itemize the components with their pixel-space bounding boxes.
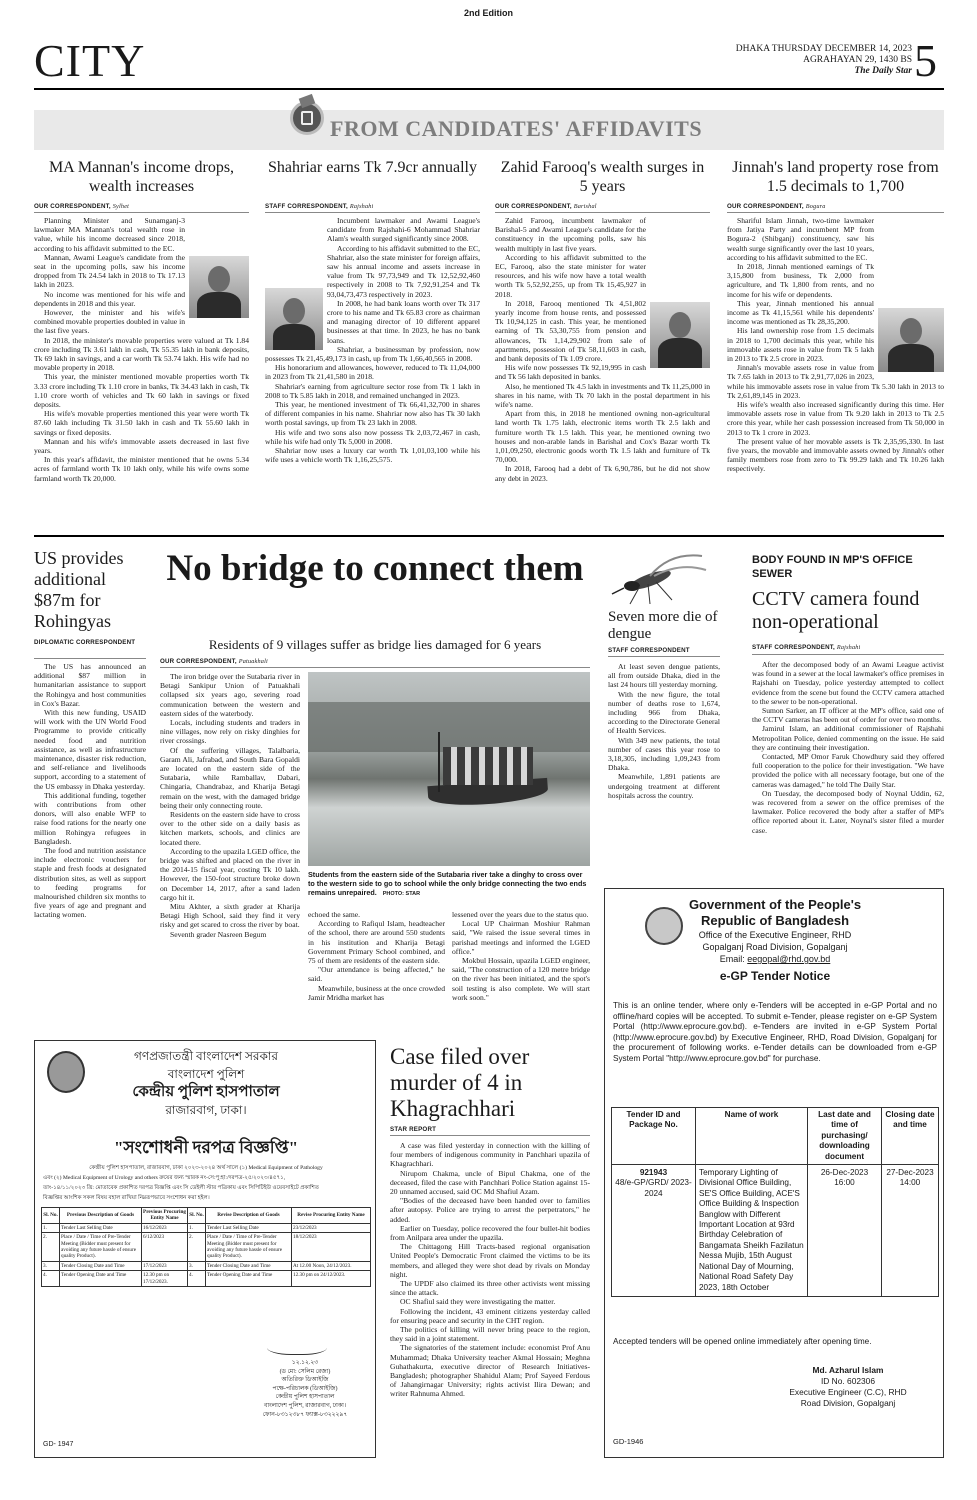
byline-location: Rajshahi (836, 644, 861, 651)
headline: MA Mannan's income drops, wealth increases (48, 159, 235, 195)
office-line: Gopalganj Road Division, Gopalganj (702, 942, 848, 952)
paragraph: echoed the same. (308, 910, 361, 919)
paragraph: This year, Jinnah mentioned his annual income as Tk 41,15,561 while his dependents' income was mentioned as Tk 28,35,200. (727, 298, 874, 327)
rule (752, 654, 944, 655)
paragraph: Local UP Chairman Moshiur Rahman said, "We raised the issue several times in parishad meetings and informed the LGED office." (452, 919, 590, 956)
story-body (752, 660, 944, 888)
story-body (34, 662, 146, 1028)
paragraph: No income was mentioned for his wife and dependents in 2018 and this year. (34, 289, 185, 308)
paragraph: "Bodies of the deceased have been handed over to families after autopsy. Police are trying to arrest the perpetrators," he added. (390, 1196, 590, 1224)
paragraph: Mannan and his wife's immovable assets decreased in last five years. (34, 436, 249, 456)
byline (160, 658, 268, 665)
table-cell: Tender Last Selling Date (206, 1223, 292, 1232)
byline-text: STAFF CORRESPONDENT, (752, 644, 835, 651)
sign-line: (ড মো: সেলিম রেজা) (279, 1368, 331, 1375)
byline (265, 203, 373, 210)
table-header: Last date and time of purchasing/ downloading document (808, 1108, 882, 1165)
byline-location: Rajshahi (349, 203, 374, 210)
paragraph: In this year's affidavit, the minister mentioned that he owns 5.34 acres of farmland worth Tk 10 lakh only, while his wife owns some farmland worth Tk 20,000. (34, 455, 249, 483)
byline-text: OUR CORRESPONDENT, (727, 203, 804, 210)
byline-location: Patuakhali (238, 658, 268, 665)
paragraph: With this new funding, USAID will work with the UN World Food Programme to provide critically needed food and nutrition assistance, as well as infrastructure maintenance, disaster risk reduction, and self-reliance and livelihoods support, according to a statement of the US embassy in Dhaka yesterday. (34, 708, 146, 791)
byline-text: STAFF CORRESPONDENT, (265, 203, 348, 210)
section-title: CITY (34, 35, 146, 86)
paragraph: Nirupom Chakma, uncle of Bipul Chakma, one of the deceased, filed the case with Panchhari Police Station against 15-20 unnamed accused, said OC Md Shafiul Azam. (390, 1168, 590, 1197)
byline: STAFF CORRESPONDENT (608, 647, 690, 654)
egp-tender-ad (604, 888, 944, 1458)
paragraph: In 2018, Farooq mentioned Tk 4,51,802 yearly income from house rents, and possessed Tk 10,94,125 in cash. This year, he mentioned earning of Tk 53,30,755 from pension and allowances, Tk 1,14,29,902 from sale of apartments, possession of Tk 58,11,603 in cash, and bank deposits of Tk 1.09 crore. (495, 298, 646, 364)
story-body (495, 216, 710, 518)
table-header: Sl. No. (42, 1208, 60, 1224)
table-cell: At 12.00 Noon, 24/12/2023. (292, 1261, 371, 1270)
byline-text: OUR CORRESPONDENT, (160, 658, 237, 665)
govt-title: Republic of Bangladesh (700, 913, 850, 928)
table-header: Revise Description of Goods (206, 1208, 292, 1224)
subhead: Residents of 9 villages suffer as bridge lies damaged for 6 years (208, 637, 542, 652)
byline-location: Bogura (805, 203, 826, 210)
paragraph: In 2018, Jinnah mentioned earnings of Tk 3,15,800 from business, Tk 2,000 from agriculture, and Tk 1,800 from rents, and no income for his wife or dependents. (727, 262, 874, 299)
table-header: Tender ID and Package No. (612, 1108, 696, 1165)
sign-line: ফোন-৮৩১২৩৮৭ ফ্যাক্স-৮৩২২২৯৭ (262, 1411, 348, 1418)
rule (495, 212, 710, 213)
office-line: Office of the Executive Engineer, RHD (698, 930, 852, 940)
notice-footer: Accepted tenders will be opened online immediately after opening time. (613, 1337, 872, 1346)
table-cell: 12.30 pm on 17/12/2023. (142, 1271, 188, 1287)
signatory-office: Road Division, Gopalganj (800, 1398, 896, 1408)
paragraph: The UPDF also claimed its three other activists went missing since the attack. (390, 1279, 590, 1298)
paragraph: Mannan, Awami League's candidate from the seat in the upcoming polls, saw his income dropped from Tk 24.54 lakh in 2018 to Tk 17.13 lakh in 2023. (34, 252, 185, 290)
table-header: Sl. No. (188, 1208, 206, 1224)
paragraph: Mitu Akhter, a sixth grader at Kharija Betagi High School, said they find it very risky and get scared to cross the river by boat. (160, 902, 300, 930)
paragraph: Meanwhile, 1,891 patients are undergoing treatment at different hospitals across the country. (608, 772, 720, 800)
caption-text: Students from the eastern side of the Sutabaria river take a dinghy to cross over to the western side to go to school while the only bridge connecting the two ends remains unrepaired. (308, 870, 587, 897)
headline: Zahid Farooq's wealth surges in 5 years (500, 159, 705, 195)
table-cell: 4. (188, 1271, 206, 1287)
sign-line: কেন্দ্রীয় পুলিশ হাসপাতাল (275, 1394, 335, 1401)
hospital-line: কেন্দ্রীয় পুলিশ হাসপাতাল (132, 1084, 280, 1100)
paragraph: However, the minister and his wife's combined movable properties doubled in value in the last five years. (34, 308, 185, 336)
paragraph: In 2018, the minister's movable properties were valued at Tk 1.84 crore including Tk 3.61 lakh in cash, Tk 55.35 lakh in bank deposits, Tk 69 lakh in savings, and a car worth Tk 53.74 lakh. His wife had no movable property in 2018. (34, 335, 249, 373)
paragraph: The present value of her movable assets is Tk 2,35,95,330. In last five years, the movable and immovable assets owned by Jinnah's other family members rose from zero to Tk 99.29 lakh and Tk 10.26 lakh respectively. (727, 436, 944, 474)
paragraph: lessened over the years due to the status quo. (452, 910, 589, 919)
table-row (42, 1261, 371, 1270)
signatory-title: Executive Engineer (C.C), RHD (789, 1387, 907, 1397)
paper-name: The Daily Star (854, 66, 912, 76)
table-cell: 18/12/2023 (292, 1233, 371, 1262)
ad-code: GD- 1947 (43, 1441, 74, 1448)
paragraph: After the decomposed body of an Awami League activist was found in a sewer at the local lawmaker's office premises in Rajshahi on Tuesday, police yesterday attempted to collect evidence from the scene but found the CCTV camera attached to the sewer to be non-operational. (752, 660, 944, 706)
story-body-col2 (308, 910, 445, 1030)
table-cell: 3. (42, 1261, 60, 1270)
paragraph: The Chittagong Hill Tracts-based regional organisation United People's Democratic Front claimed the victims to be its members, and alleged they were shot dead by rivals on Monday night. (390, 1242, 590, 1279)
paragraph: According to his affidavit submitted to the EC, Shahriar, also the state minister for foreign affairs, saw his annual income and assets increase in value from Tk 97,73,949 and Tk 12,52,92,460 respectively in 2008 to Tk 7,92,91,254 and Tk 93,04,73,473 respectively in 2023. (327, 243, 480, 299)
rule (34, 658, 146, 659)
rule (390, 1135, 590, 1136)
ref-line: বিজ্ঞপ্তির আংশিক সকল বিষয় বহাল রাখিয়া নিম্নরূপভাবে সংশোধন করা হইল। (43, 1195, 210, 1201)
story-body (34, 216, 249, 518)
byline (752, 644, 860, 651)
police-line: বাংলাদেশ পুলিশ (167, 1067, 245, 1081)
headline: Shahriar earns Tk 7.9cr annually (268, 159, 477, 176)
table-cell: Place / Date / Time of Pre-Tender Meeting (Bidder must present for avoiding any future hassle of ensure quality Product). (60, 1233, 142, 1262)
paragraph: This additional funding, together with contributions from other donors, will also enable WFP to raise food rations for the nearly one million Rohingya refugees in Bangladesh. (34, 790, 146, 846)
photo-credit: PHOTO: STAR (382, 891, 421, 897)
table-cell: Place / Date / Time of Pre-Tender Meeting (Bidder must present for avoiding any future hassle of ensure quality Product). (206, 1233, 292, 1262)
kicker: BODY FOUND IN MP'S OFFICE SEWER (752, 554, 913, 580)
table-header: Revise Procuring Entity Name (292, 1208, 371, 1224)
paragraph: Locals, including students and traders in nine villages, now rely on risky dinghies for river crossings. (160, 718, 300, 746)
photo-caption (308, 870, 590, 899)
table-cell: 16/12/2023 (142, 1223, 188, 1232)
jinnah-photo (878, 308, 944, 372)
rule (34, 212, 249, 213)
byline: STAR REPORT (390, 1126, 437, 1133)
paragraph: Shariful Islam Jinnah, two-time lawmaker from Jatiya Party and incumbent MP from Bogura-2 (Shibganj) constituency, saw his wealth surge significantly over the last 10 years, according to his affidavit submitted to the EC. (727, 216, 874, 262)
masthead-rule (34, 88, 944, 90)
sign-date: ১২.১২.২৩ (291, 1360, 319, 1366)
paragraph: A case was filed yesterday in connection with the killing of four members of indigenous community in Panchhari upazila of Khagrachhari. (390, 1141, 590, 1169)
paragraph: Apart from this, in 2018 he mentioned owning non-agricultural land worth Tk 1.75 lakh, electronic items worth Tk 2.5 lakh and furniture worth Tk 1.5 lakh. This year, he mentioned owning two houses and non-arable lands in Barishal and Cox's Bazar worth Tk 1,01,09,250, electronic goods worth Tk 1.5 lakh and furniture of Tk 70,000. (495, 409, 710, 465)
table-cell: 17/12/2023 (142, 1261, 188, 1270)
shahriar-photo (265, 288, 323, 350)
table-cell: Tender Opening Date and Time (206, 1271, 292, 1287)
paragraph: His wife and two sons also now possess Tk 2,03,72,467 in cash, while his wife had only Tk 5,000 in 2008. (265, 427, 480, 446)
paragraph: Mokbul Hossain, upazila LGED engineer, said, "The construction of a 120 metre bridge on the river has been initiated, and the spot's soil testing is also complete. We will start work soon." (452, 956, 590, 1002)
paragraph: OC Shafiul said they were investigating the matter. (400, 1297, 556, 1307)
paragraph: Meanwhile, business at the once crowded Jamir Mridha market has (308, 983, 445, 1002)
section-divider (34, 535, 944, 537)
sign-line: অতিরিক্ত ডিআইজি (281, 1377, 329, 1384)
paragraph: According to his affidavit submitted to the EC, Farooq, also the state minister for water resources, and his wife now have a total wealth worth Tk 5,52,92,255, up from Tk 15,45,927 in 2018. (495, 252, 646, 299)
paragraph: Jinnah's movable assets rose in value from Tk 7.65 lakh in 2013 to Tk 2,91,77,026 in 2023, while his immovable assets rose in value from Tk 5.30 lakh in 2013 to Tk 2,61,89,145 in 2023. (727, 363, 944, 400)
table-cell: 2. (42, 1233, 60, 1262)
rule (608, 656, 720, 657)
table-cell: 1. (42, 1223, 60, 1232)
byline-location: Sylhet (112, 203, 130, 210)
date: DHAKA THURSDAY DECEMBER 14, 2023 (735, 44, 912, 54)
paragraph: His wife's movable properties mentioned this year were worth Tk 87.60 lakh including Tk 31.50 lakh in cash and Tk 55.60 lakh in savings or fixed deposits. (34, 409, 249, 437)
table-cell: Tender Opening Date and Time (60, 1271, 142, 1287)
notice-title: e-GP Tender Notice (719, 969, 831, 983)
headline: No bridge to connect them (166, 548, 584, 589)
paragraph: Shahriar now uses a luxury car worth Tk 1,01,03,100 while his wife uses a vehicle worth Tk 1,16,25,575. (265, 446, 480, 465)
paragraph: Shahriar, a businessman by profession, now possesses Tk 21,45,49,173 in cash, up from Tk 1,66,40,565 in 2008. (265, 344, 480, 364)
table-row (612, 1165, 939, 1297)
paragraph: This year, he mentioned investment of Tk 66,41,32,700 in shares of different companies in his name. Shahriar now also has Tk 30 lakh worth postal savings, up from Tk 23 lakh in 2008. (265, 400, 480, 428)
email-label: Email: (719, 954, 745, 964)
table-header: Previous Procuring Entity Name (143, 1209, 186, 1222)
table-cell: 6/12/2023 (142, 1233, 188, 1262)
headline: Jinnah's land property rose from 1.5 decimals to 1,700 (732, 159, 939, 195)
sign-line: পক্ষে-পরিচালক (ডিআইজি) (272, 1385, 338, 1392)
ref-line: কেন্দ্রীয় পুলিশ হাসপাতাল, রাজারবাগ, ঢাকা ২০২৩-২০২৪ অর্থ সালে (১) Medical Equipment of Pathology (89, 1165, 323, 1171)
table-cell: 1. (188, 1223, 206, 1232)
signature-scribble (267, 1337, 327, 1355)
signatory-id: ID No. 602306 (820, 1376, 875, 1386)
table-row (42, 1233, 371, 1262)
govt-title: Government of the People's (688, 897, 862, 912)
paragraph: His honorarium and allowances, however, reduced to Tk 11,04,000 in 2023 from Tk 21,41,580 in 2018. (265, 363, 480, 382)
affidavits-banner-title: FROM CANDIDATES' AFFIDAVITS (330, 116, 703, 141)
location-line: রাজারবাগ, ঢাকা। (165, 1103, 247, 1117)
paragraph: The iron bridge over the Sutabaria river in Betagi Sankipur Union of Patuakhali collapsed six years ago, severing road communication between the western and eastern sides of the waterbody. (160, 672, 300, 718)
farooq-photo (650, 302, 710, 368)
table-row (42, 1223, 371, 1232)
story-body (727, 216, 944, 518)
rule (727, 212, 944, 213)
police-tender-ad (34, 1040, 376, 1458)
ad-code: GD-1946 (613, 1437, 644, 1446)
close-time: 14:00 (899, 1178, 921, 1188)
paragraph: The food and nutrition assistance include electronic vouchers for staple and fresh foods at designated distribution sites, as well as support to feeding programs for malnourished children six months to five years of age and pregnant and lactating women. (34, 846, 146, 920)
paragraph: In 2018, Farooq had a debt of Tk 6,90,786, but he did not show any debt in 2023. (495, 464, 710, 483)
table-cell: 3. (188, 1261, 206, 1270)
paragraph: Following the incident, 43 eminent citizens yesterday called for ensuring peace and security in the CHT region. (390, 1306, 590, 1325)
paragraph: "Our attendance is being affected," he said. (308, 965, 445, 984)
notice-reference (43, 1163, 369, 1203)
byline: DIPLOMATIC CORRESPONDENT (34, 639, 136, 646)
work-name: Temporary Lighting of Divisional Office Building, SE'S Office Building, ACE'S Office Building & Inspection Banglow with Different Important Location at 93rd Birthday Celebration of Bangamata Sheikh Fazilatun Nessa Mujib, 15th August National Day of Mourning, National Road Safety Day 2023, 18th October (696, 1165, 808, 1297)
table-cell: Tender Last Selling Date (60, 1223, 142, 1232)
story-body (390, 1141, 590, 1459)
paragraph: According to the upazila LGED office, the bridge was shifted and placed on the river in the 2014-15 fiscal year, costing Tk 10 lakh. However, the 150-foot structure broke down on December 14, 2017, after a sand laden cargo hit it. (160, 846, 300, 902)
paragraph: The politics of killing will never bring peace to the region, they said in a joint statement. (390, 1325, 590, 1344)
headline: Case filed over murder of 4 in Khagrachhari (390, 1044, 530, 1121)
paragraph: This year, the minister mentioned movable properties worth Tk 3.33 crore including Tk 1.10 crore in banks, Tk 34.43 lakh in cash, Tk 1.10 crore worth of vehicles and Tk 60 lakh in savings or fixed deposits. (34, 372, 249, 410)
package-no: 48/e-GP/GRD/ 2023-2024 (615, 1178, 692, 1198)
paragraph: His wife's wealth also increased significantly during this time. Her immovable assets rose in value from Tk 9.20 lakh in 2013 to Tk 2.5 crore this year, while her cash possession increased from Tk 50,000 in 2013 to Tk 1 crore in 2023. (727, 400, 944, 437)
headline: US provides additional $87m for Rohingyas (34, 548, 124, 631)
byline-location: Barishal (573, 203, 597, 210)
paragraph: Of the suffering villages, Talalbaria, Garam Ali, Jafrabad, and South Bara Gopaldi are located on the eastern side of the Sutabaria, while Ramballav, Dabari, Chingaria, Chandrabaz, and Kharija Betagi remain on the west, with the damaged bridge being their only connecting route. (160, 745, 300, 810)
table-cell: 23/12/2023 (292, 1223, 371, 1232)
paragraph: Residents on the eastern side have to cross over to the other side on a daily basis as kitchen markets, schools, and clinics are located there. (160, 810, 300, 847)
signatory-name: Md. Azharul Islam (812, 1365, 884, 1375)
paragraph: Contacted, MP Omor Faruk Chowdhury said they offered full cooperation to the police for their investigation. "We have provided the police with all necessary footage, but one of the cameras was damaged," he told The Daily Star. (752, 752, 944, 789)
close-date: 27-Dec-2023 (886, 1168, 934, 1178)
paragraph: Jamirul Islam, an additional commissioner of Rajshahi Metropolitan Police, denied commenting on the issue. He said they are continuing their investigation. (752, 724, 944, 752)
table-cell: Tender Closing Date and Time (206, 1261, 292, 1270)
email-line (605, 953, 944, 965)
sign-line: বাংলাদেশ পুলিশ, রাজারবাগ, ঢাকা। (264, 1402, 346, 1409)
table-header: Name of work (696, 1108, 808, 1165)
byline (727, 203, 826, 210)
ref-line: তাং-১৪/১১/২০২৩ খ্রি: মোতাবেক প্রকাশিত দরপত্র বিজ্ঞপ্তি এবং সি ডেইলী স্টার পত্রিকায় এবং সিপিটিইউ ওয়েবসাইটে প্রকাশিত (43, 1185, 320, 1191)
river-dinghy-photo (308, 672, 590, 866)
amendment-table (41, 1207, 371, 1287)
table-cell: 4. (42, 1271, 60, 1287)
last-time: 16:00 (834, 1178, 855, 1188)
table-cell: Tender Closing Date and Time (60, 1261, 142, 1270)
byline-text: OUR CORRESPONDENT, (495, 203, 572, 210)
email-link[interactable]: eegopal@rhd.gov.bd (747, 954, 831, 964)
story-body (265, 216, 480, 518)
paragraph: Incumbent lawmaker and Awami League's candidate from Rajshahi-6 Mohammad Shahriar Alam's wealth surged significantly since 2008. (327, 216, 480, 244)
last-date: 26-Dec-2023 (820, 1168, 869, 1178)
byline-text: OUR CORRESPONDENT, (34, 203, 111, 210)
paragraph: Also, he mentioned Tk 4.5 lakh in investments and Tk 11,25,000 in shares in his name, with Tk 70 lakh in the postal department in his wife's name. (495, 381, 710, 410)
rule (160, 667, 590, 668)
paragraph: Zahid Farooq, incumbent lawmaker of Barishal-5 and Awami League's candidate for the constituency in the upcoming polls, saw his wealth multiply in last five years. (495, 216, 646, 253)
mannan-photo (189, 256, 249, 318)
table-cell: 12.30 pm on 24/12/2023. (292, 1271, 371, 1287)
headline: CCTV camera found non-operational (752, 588, 920, 633)
byline (34, 203, 129, 210)
byline (495, 203, 597, 210)
notice-intro: This is an online tender, where only e-Tenders will be accepted in e-GP Portal and no offline/hard copies will be accepted. To submit e-Tender, please register on e-GP System Portal (http://www.eprocure.gov.bd). e-Tenders are invited in e-GP System Portal (http://www.eprocure.gov.bd) by Executive Engineer, RHD, Road Division, Gopalganj for the procurement of following works. e-Tender details can be downloaded from e-GP System Portal "http://www.eprocure.gov.bd" for purchase. (613, 1001, 937, 1063)
paragraph: On Tuesday, the decomposed body of Noynal Uddin, 62, was recovered from a sewer on the office premises of the lawmaker. Police recovered the body after a staffer of MP's office reported about it. Later, Noynal's sister filed a murder case. (752, 788, 944, 835)
paragraph: In 2008, he had bank loans worth over Tk 317 crore to his name and Tk 65.83 crore as chairman and managing director of 10 different apparel businesses at that time. In 2023, he has no bank loans. (327, 298, 480, 345)
govt-line: গণপ্রজাতন্ত্রী বাংলাদেশ সরকার (133, 1049, 279, 1063)
story-body-col3 (452, 910, 590, 1030)
paragraph: At least seven dengue patients, all from outside Dhaka, died in the last 24 hours till yesterday morning. (608, 662, 720, 690)
table-header: Closing date and time (882, 1108, 939, 1165)
paragraph: Seventh grader Nasreen Begum (170, 929, 267, 939)
notice-title: "সংশোধনী দরপত্র বিজ্ঞপ্তি" (113, 1138, 299, 1157)
ref-line: এবং (২) Medical Equipment of Urology and others ক্রয়ের জন্য স্মারক নং-সে:পু:হা:/দরপত্র-২৫/২০২৩/৪৫৭১, (43, 1175, 286, 1181)
paragraph: His wife now possesses Tk 92,19,995 in cash and Tk 56 lakh deposited in banks. (495, 363, 646, 382)
tender-id: 921943 (639, 1168, 668, 1178)
story-body (608, 662, 720, 887)
table-header: Previous Description of Goods (60, 1208, 142, 1224)
paragraph: According to Rafiqul Islam, headteacher of the school, there are around 550 students in his institution and Kharija Betagi Government Primary School combined, and 75 of them are residents of the eastern side. (308, 919, 445, 966)
tender-table (611, 1107, 939, 1297)
page-number: 5 (914, 35, 937, 86)
edition-label: 2nd Edition (464, 8, 513, 18)
paragraph: Sumon Sarker, an IT officer at the MP's office, said one of the CCTV cameras has been out of order for over two months. (752, 706, 944, 725)
paragraph: With the new figure, the total number of deaths rose to 1,674, including 966 from Dhaka, according to the Directorate General of Health Services. (608, 689, 720, 736)
table-row (42, 1271, 371, 1287)
bangla-date: AGRAHAYAN 29, 1430 BS (803, 55, 912, 65)
dateline (690, 44, 912, 77)
rule (265, 212, 480, 213)
paragraph: Earlier on Tuesday, police recovered the four bullet-hit bodies from Anilpara area under the upazila. (390, 1223, 590, 1243)
table-cell: 2. (188, 1233, 206, 1262)
headline: Seven more die of dengue (608, 609, 718, 642)
paragraph: His land ownership rose from 1.5 decimals in 2018 to 1,700 decimals this year, while his immovable assets rose in value from Tk 5 lakh in 2013 to Tk 2.5 crore in 2023. (727, 326, 874, 364)
mosquito-icon (610, 550, 710, 605)
paragraph: The US has announced an additional $87 million in humanitarian assistance to support the Rohingya and host communities in Cox's Bazar. (34, 662, 146, 708)
paragraph: The signatories of the statement include: economist Prof Anu Muhammad; Dhaka University teacher Akmal Hossain; Meghna Guhathakurta, executive director of Research Initiatives-Bangladesh; photographer Shahidul Alam; Prof Sayeed Ferdous of Jahangirnagar University; rights activist Ilira Dewan; and writer Rahnuma Ahmed. (390, 1343, 590, 1399)
paragraph: With 349 new patients, the total number of cases this year rose to 3,18,305, including 1,09,243 from Dhaka. (608, 735, 720, 773)
paragraph: Shahriar's earning from agriculture sector rose from Tk 1 lakh in 2008 to Tk 5.85 lakh in 2018, and remained unchanged in 2023. (265, 381, 480, 400)
paragraph: Planning Minister and Sunamganj-3 lawmaker MA Mannan's total wealth rose in value, while his income decreased since 2018, according to his affidavit submitted to the EC. (34, 216, 185, 253)
story-body-col1 (160, 672, 300, 1030)
